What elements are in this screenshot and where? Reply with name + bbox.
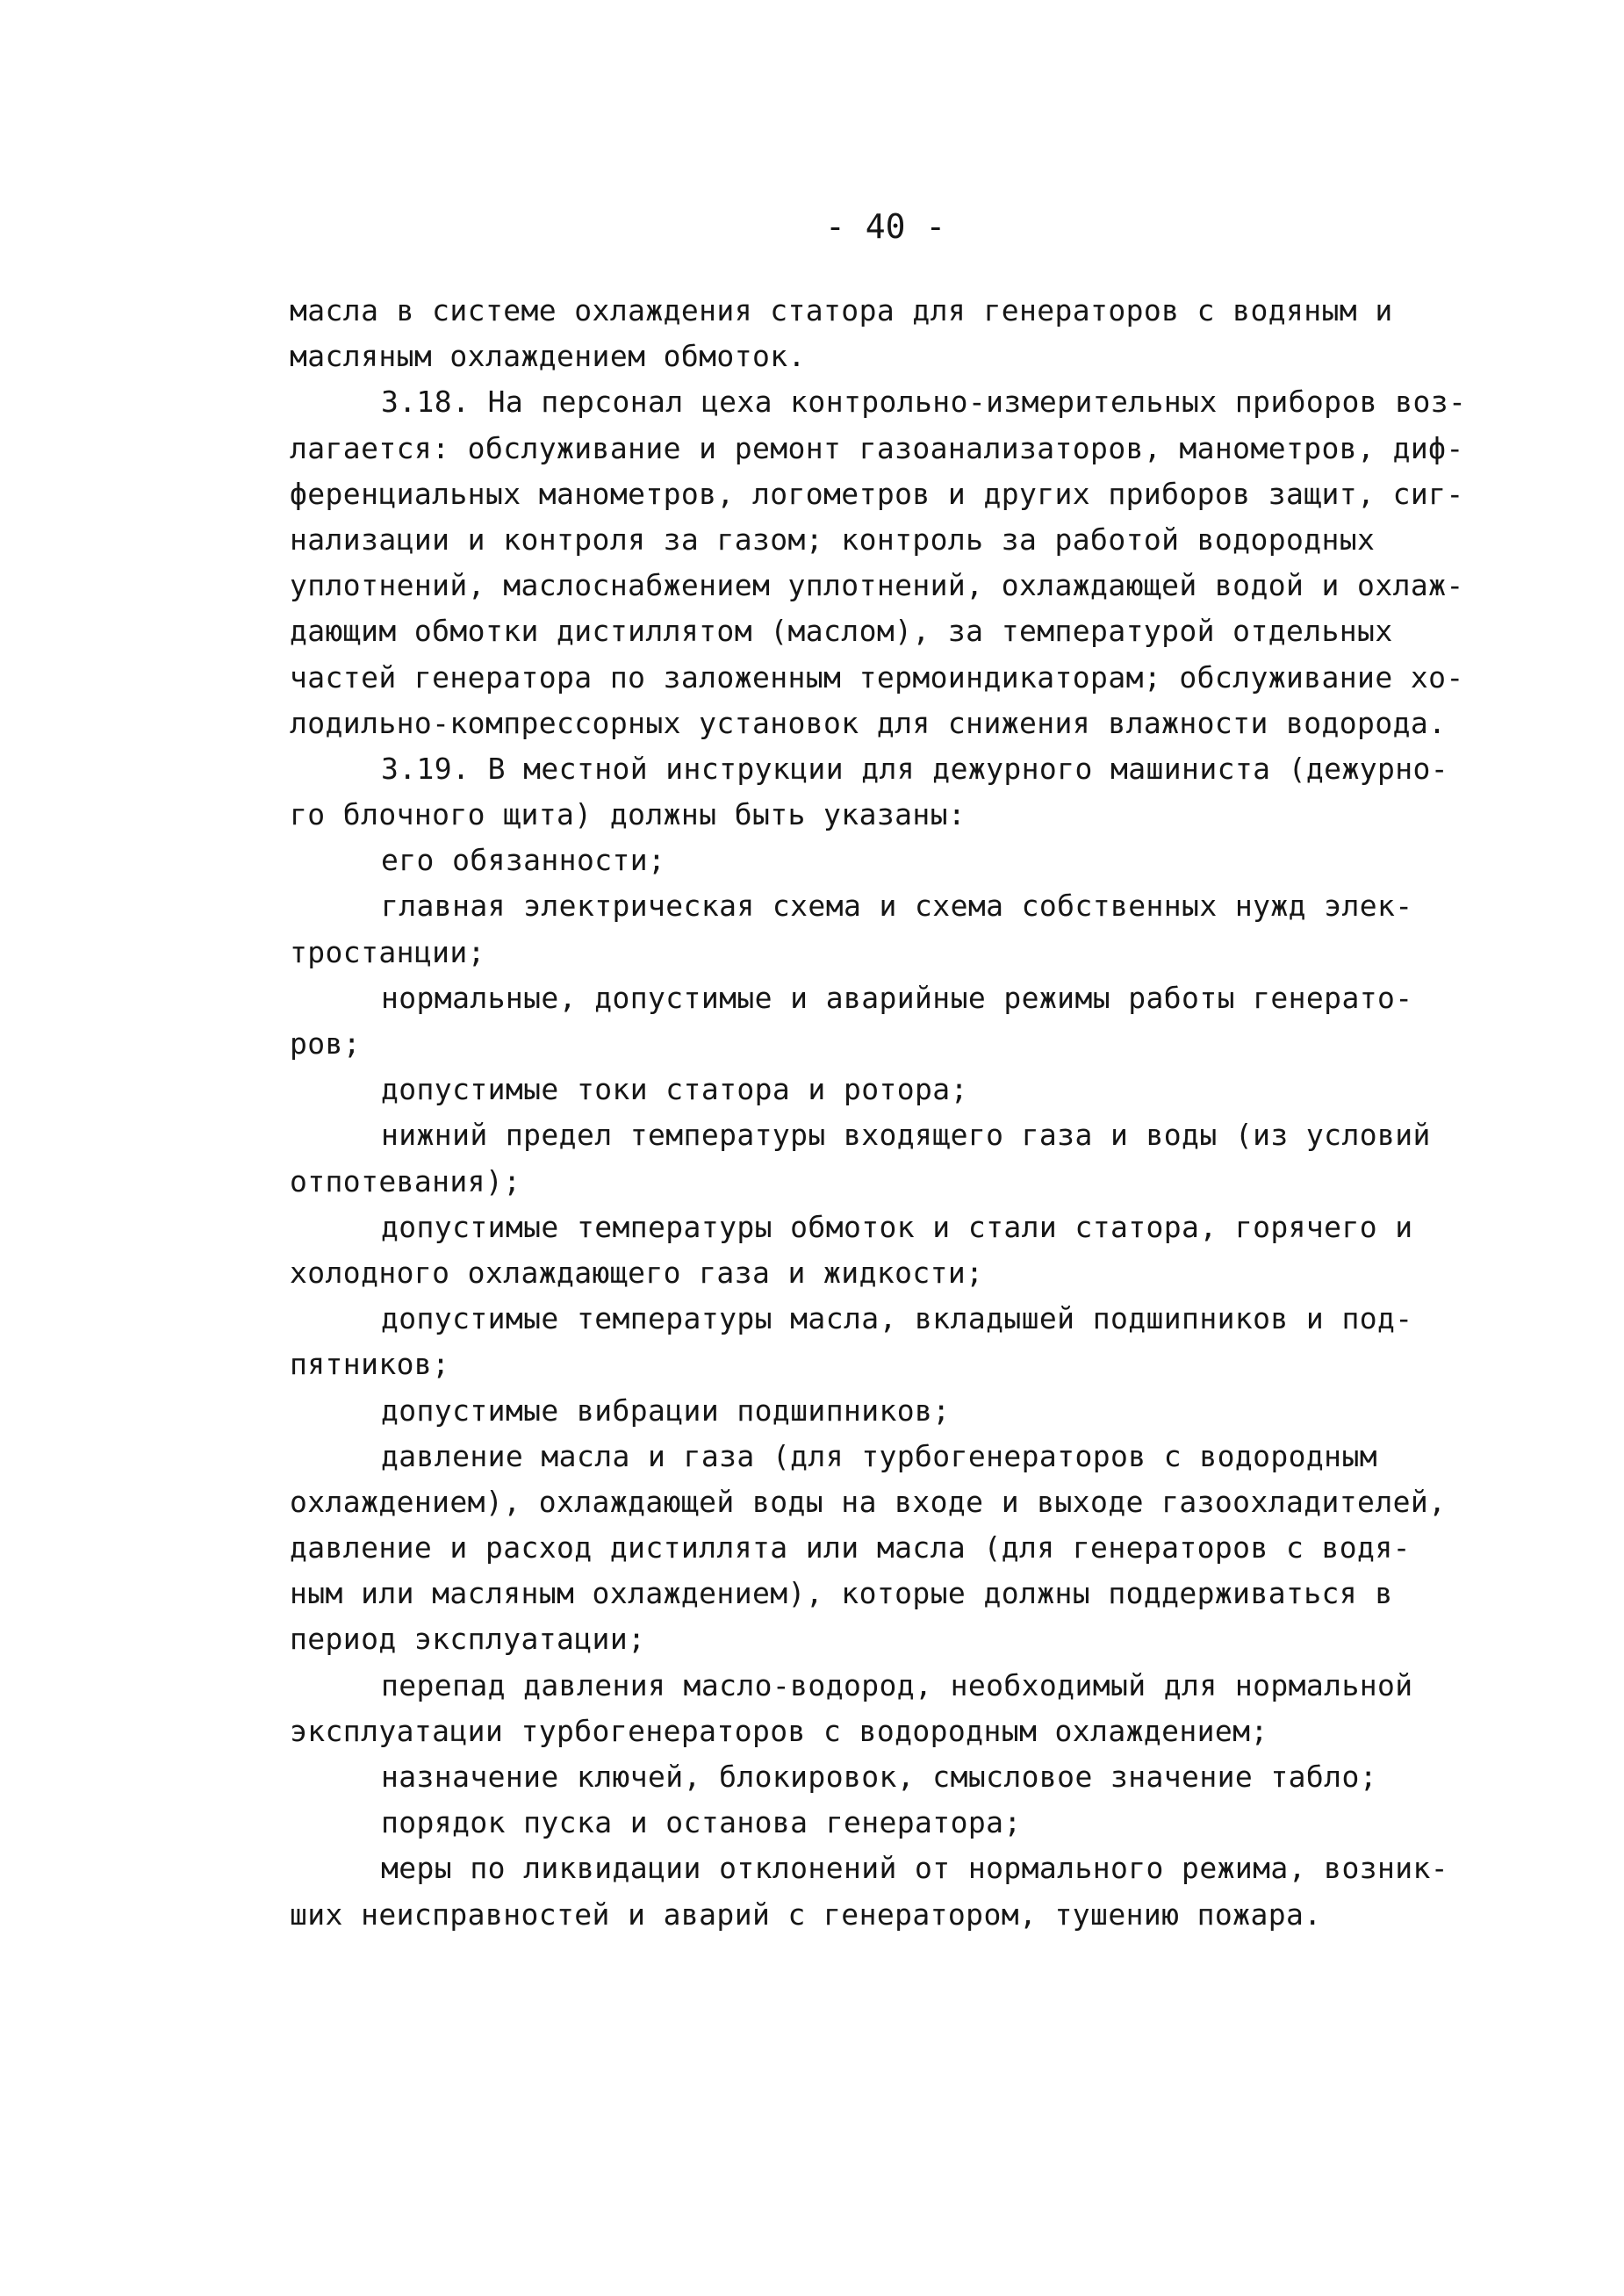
text-line: ным или масляным охлаждением), которые должны поддерживаться в	[290, 1576, 1393, 1611]
text-line: меры по ликвидации отклонений от нормального режима, возник-	[381, 1851, 1449, 1886]
text-line: допустимые температуры масла, вкладышей подшипников и под-	[381, 1301, 1413, 1336]
text-line: дающим обмотки дистиллятом (маслом), за температурой отдельных	[290, 614, 1393, 649]
text-line: отпотевания);	[290, 1163, 521, 1198]
text-line: назначение ключей, блокировок, смысловое значение табло;	[381, 1760, 1377, 1794]
body-text	[290, 288, 1519, 1938]
page-number: - 40 -	[825, 207, 946, 246]
text-line: порядок пуска и останова генератора;	[381, 1805, 1022, 1840]
text-line: 3.18. На персонал цеха контрольно-измерительных приборов воз-	[381, 385, 1467, 420]
text-line: его обязанности;	[381, 843, 666, 878]
text-line: частей генератора по заложенным термоиндикаторам; обслуживание хо-	[290, 659, 1464, 695]
text-line: го блочного щита) должны быть указаны:	[290, 797, 966, 832]
text-line: эксплуатации турбогенераторов с водородным охлаждением;	[290, 1713, 1268, 1748]
text-line: давление и расход дистиллята или масла (для генераторов с водя-	[290, 1530, 1411, 1565]
text-line: уплотнений, маслоснабжением уплотнений, охлаждающей водой и охлаж-	[290, 568, 1464, 603]
text-line: период эксплуатации;	[290, 1622, 646, 1657]
text-line: 3.19. В местной инструкции для дежурного машиниста (дежурно-	[381, 751, 1449, 786]
text-line: ших неисправностей и аварий с генератором, тушению пожара.	[290, 1897, 1322, 1932]
text-line: пятников;	[290, 1347, 450, 1382]
text-line: масла в системе охлаждения статора для генераторов с водяным и	[290, 293, 1393, 327]
text-line: охлаждением), охлаждающей воды на входе и выходе газоохладителей,	[290, 1484, 1447, 1519]
text-line: допустимые температуры обмоток и стали статора, горячего и	[381, 1209, 1413, 1244]
text-line: нормальные, допустимые и аварийные режимы работы генерато-	[381, 980, 1413, 1015]
text-line: масляным охлаждением обмоток.	[290, 339, 806, 374]
text-line: лагается: обслуживание и ремонт газоанализаторов, манометров, диф-	[290, 430, 1464, 465]
text-line: допустимые вибрации подшипников;	[381, 1393, 951, 1428]
text-line: допустимые токи статора и ротора;	[381, 1072, 968, 1107]
text-line: ференциальных манометров, логометров и других приборов защит, сиг-	[290, 476, 1464, 511]
text-line: лодильно-компрессорных установок для снижения влажности водорода.	[290, 705, 1447, 740]
text-line: давление масла и газа (для турбогенераторов с водородным	[381, 1438, 1377, 1473]
text-line: главная электрическая схема и схема собственных нужд элек-	[381, 889, 1413, 924]
text-line: тростанции;	[290, 934, 485, 969]
text-line: перепад давления масло-водород, необходимый для нормальной	[381, 1667, 1413, 1702]
text-line: нижний предел температуры входящего газа и воды (из условий	[381, 1118, 1431, 1153]
text-line: холодного охлаждающего газа и жидкости;	[290, 1255, 984, 1290]
text-line: ров;	[290, 1026, 362, 1061]
text-line: нализации и контроля за газом; контроль за работой водородных	[290, 522, 1376, 557]
